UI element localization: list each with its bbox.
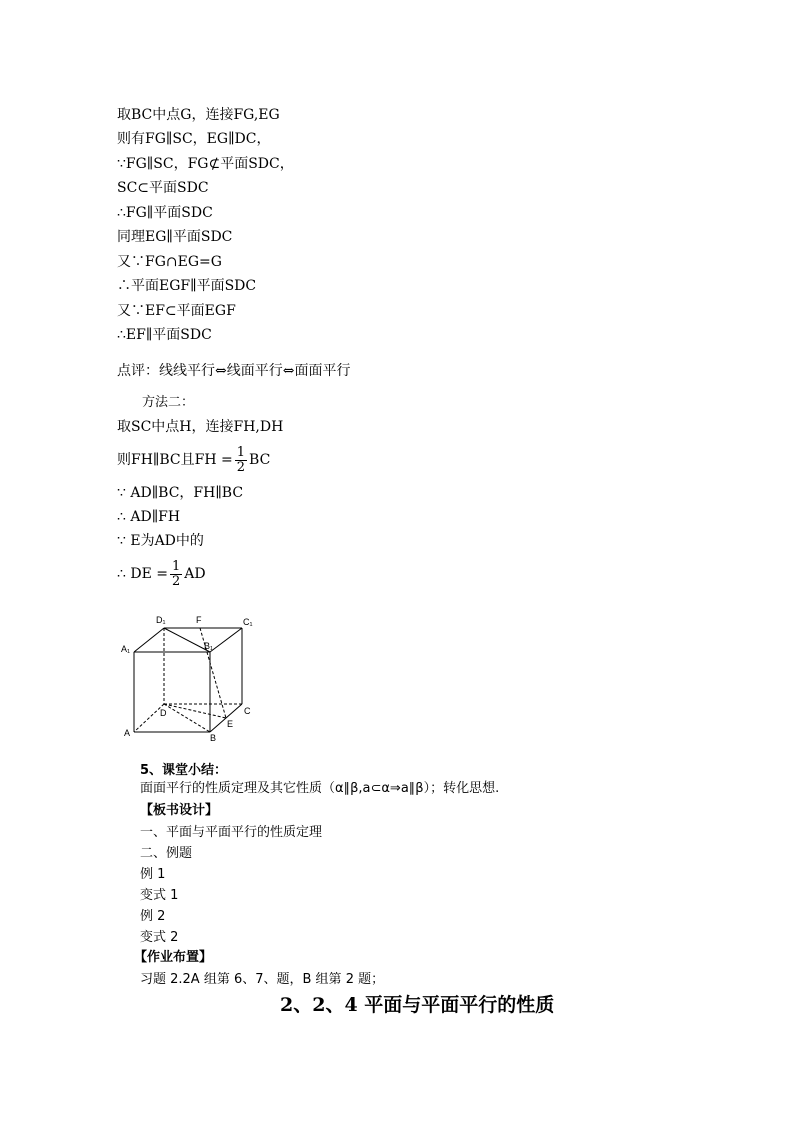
- board-item: 二、例题: [140, 846, 193, 861]
- label-d1: D₁: [156, 615, 166, 625]
- label-f: F: [196, 615, 202, 625]
- line-6-text-b: AD: [184, 566, 206, 582]
- label-b1: B₁: [204, 641, 214, 651]
- homework-heading: 【作业布置】: [134, 950, 213, 965]
- proof-line-7: 又∵FG∩EG=G: [117, 254, 222, 270]
- comment-line: 点评：线线平行⇔线面平行⇔面面平行: [117, 363, 351, 379]
- method-two-line-2: [117, 444, 270, 476]
- fraction-half-2: [170, 560, 182, 589]
- summary-body: 面面平行的性质定理及其它性质（α∥β,a⊂α⇒a∥β）；转化思想.: [140, 781, 500, 796]
- proof-line-5: ∴FG∥平面SDC: [117, 205, 213, 221]
- label-e: E: [227, 719, 234, 729]
- line-2-text-a: 则FH∥BC且FH =: [117, 452, 233, 468]
- fraction-half: [235, 446, 247, 475]
- proof-line-10: ∴EF∥平面SDC: [117, 327, 212, 343]
- label-c: C: [244, 706, 251, 716]
- label-b: B: [210, 733, 217, 743]
- proof-line-4: SC⊂平面SDC: [117, 180, 209, 196]
- board-item: 一、平面与平面平行的性质定理: [140, 825, 323, 840]
- board-item: 例 2: [140, 909, 166, 924]
- method-two-line-5: ∵ E为AD中的: [117, 533, 204, 549]
- fraction-numerator: 1: [236, 444, 246, 460]
- label-a: A: [124, 728, 131, 738]
- proof-line-3: ∵FG∥SC，FG⊄平面SDC，: [117, 156, 294, 172]
- method-two-line-6: [117, 558, 206, 590]
- hidden-edge-d-b: [164, 704, 210, 732]
- method-two-line-1: 取SC中点H，连接FH,DH: [117, 419, 284, 435]
- proof-line-8: ∴平面EGF∥平面SDC: [117, 278, 257, 294]
- method-two-heading: 方法二：: [142, 395, 195, 410]
- edge-b1-c1: [210, 628, 242, 652]
- summary-heading: 5、课堂小结：: [140, 763, 228, 778]
- edge-d1-a1: [134, 628, 164, 652]
- edge-b-c: [210, 704, 242, 732]
- board-heading: 【板书设计】: [140, 803, 219, 818]
- line-6-text-a: ∴ DE =: [117, 566, 168, 582]
- label-d: D: [160, 708, 167, 718]
- next-section-title: 2、2、4 平面与平面平行的性质: [280, 994, 555, 1016]
- line-2-text-b: BC: [249, 452, 271, 468]
- cube-figure: [118, 610, 258, 745]
- proof-line-1: 取BC中点G，连接FG,EG: [117, 107, 280, 123]
- fraction-denominator: 2: [236, 459, 246, 475]
- fraction-denominator: 2: [171, 573, 181, 589]
- method-two-line-4: ∴ AD∥FH: [117, 509, 181, 525]
- proof-line-2: 则有FG∥SC，EG∥DC，: [117, 131, 271, 147]
- board-item: 变式 2: [140, 930, 179, 945]
- hidden-edge-d-e: [164, 704, 226, 718]
- method-two-line-3: ∵ AD∥BC，FH∥BC: [117, 485, 244, 501]
- homework-text: 习题 2.2A 组第 6、7、题，B 组第 2 题；: [140, 972, 385, 987]
- board-item: 例 1: [140, 867, 166, 882]
- board-item: 变式 1: [140, 888, 179, 903]
- fraction-numerator: 1: [171, 558, 181, 574]
- label-c1: C₁: [243, 617, 253, 627]
- label-a1: A₁: [121, 644, 131, 654]
- proof-line-6: 同理EG∥平面SDC: [117, 229, 233, 245]
- proof-line-9: 又∵EF⊂平面EGF: [117, 303, 236, 319]
